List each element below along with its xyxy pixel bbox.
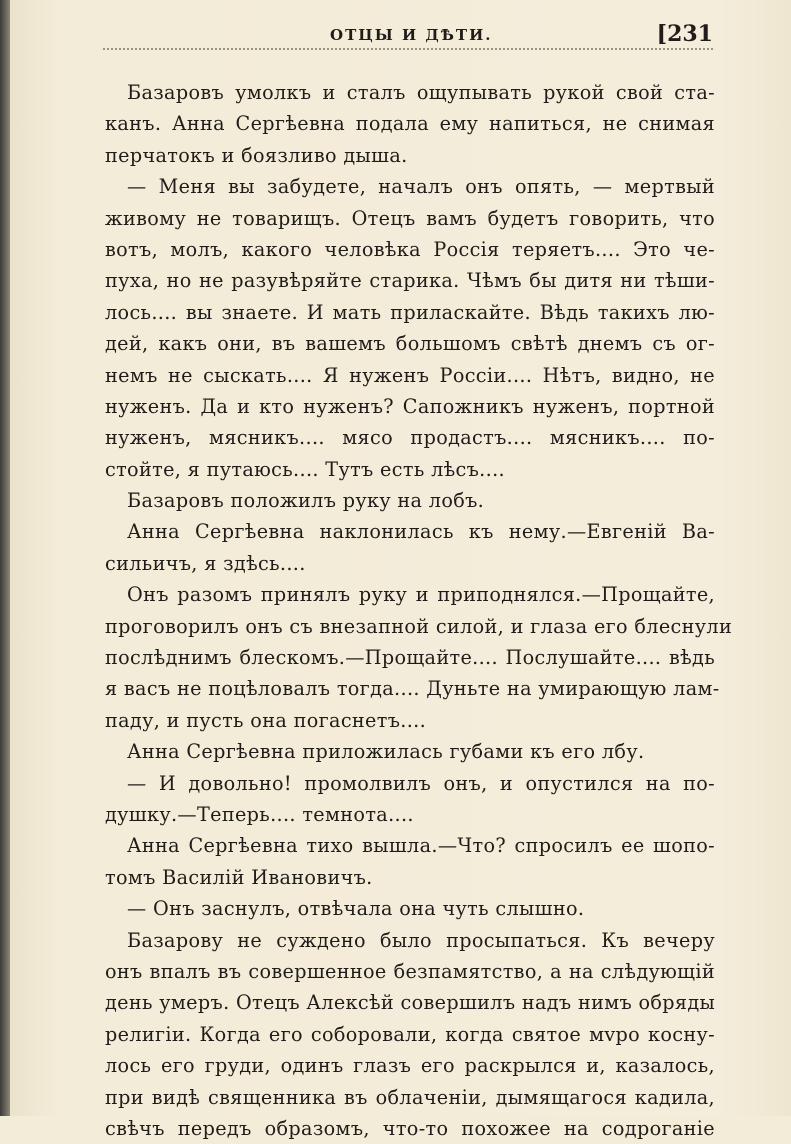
text-line: живому не товарищъ. Отецъ вамъ будетъ говорить, что [105, 206, 715, 230]
text-line: нуженъ, мясникъ.... мясо продастъ.... мясникъ.... по- [105, 426, 715, 450]
text-line: я васъ не поцѣловалъ тогда.... Дуньте на умирающую лам- [105, 677, 720, 701]
text-line: онъ впалъ въ совершенное безпамятство, а на слѣдующій [105, 959, 715, 983]
text-line: Базарову не суждено было просыпаться. Къ вечеру [127, 928, 715, 952]
text-line: сильичъ, я здѣсь.... [105, 551, 306, 575]
text-line: паду, и пусть она погаснетъ.... [105, 708, 427, 732]
text-line: проговорилъ онъ съ внезапной силой, и глаза его блеснули [105, 614, 733, 638]
text-line: томъ Василій Ивановичъ. [105, 865, 373, 889]
text-line: стойте, я путаюсь.... Тутъ есть лѣсъ.... [105, 457, 505, 481]
header-rule [103, 48, 713, 50]
text-line: послѣднимъ блескомъ.—Прощайте.... Послушайте.... вѣдь [105, 646, 715, 670]
body-text [105, 77, 733, 1144]
book-spine-edge [0, 0, 10, 1116]
text-line: нуженъ. Да и кто нуженъ? Сапожникъ нуженъ, портной [105, 394, 715, 418]
text-line: немъ не сыскать.... Я нуженъ Россіи.... Нѣтъ, видно, не [105, 363, 715, 387]
page-number: [231 [656, 21, 713, 47]
text-line: пуха, но не разувѣряйте старика. Чѣмъ бы дитя ни тѣши- [105, 269, 715, 293]
text-line: канъ. Анна Сергѣевна подала ему напиться, не снимая [105, 112, 715, 136]
text-line: Анна Сергѣевна тихо вышла.—Что? спросилъ ее шопо- [127, 834, 715, 858]
running-title: ОТЦЫ И ДѢТИ. [330, 26, 493, 44]
text-line: душку.—Теперь.... темнота.... [105, 802, 414, 826]
text-line: Базаровъ умолкъ и сталъ ощупывать рукой свой ста- [127, 81, 715, 104]
text-line: лось его груди, одинъ глазъ его раскрылся и, казалось, [105, 1054, 715, 1078]
text-line: Анна Сергѣевна приложилась губами къ его лбу. [127, 740, 645, 764]
text-line: — Онъ заснулъ, отвѣчала она чуть слышно. [127, 897, 585, 921]
text-line: религіи. Когда его соборовали, когда святое мvро косну- [105, 1022, 715, 1046]
text-line: при видѣ священника въ облаченіи, дымящагося кадила, [105, 1085, 715, 1109]
text-line: — И довольно! промолвилъ онъ, и опустился на по- [127, 771, 715, 795]
text-line: Базаровъ положилъ руку на лобъ. [127, 489, 485, 513]
text-line: лось.... вы знаете. И мать приласкайте. Вѣдь такихъ лю- [105, 300, 715, 324]
text-line: свѣчъ передъ образомъ, что-то похожее на содроганіе [105, 1116, 715, 1140]
text-line: Анна Сергѣевна наклонилась къ нему.—Евгеній Ва- [127, 520, 715, 544]
text-line: день умеръ. Отецъ Алексѣй совершилъ надъ нимъ обряды [105, 991, 716, 1015]
text-line: дей, какъ они, въ вашемъ большомъ свѣтѣ днемъ съ ог- [105, 332, 715, 356]
text-line: Онъ разомъ принялъ руку и приподнялся.—Прощайте, [127, 583, 715, 607]
text-line: перчатокъ и боязливо дыша. [105, 143, 408, 167]
text-line: вотъ, молъ, какого человѣка Россія теряетъ.... Это че- [105, 237, 715, 261]
text-line: — Меня вы забудете, началъ онъ опять, — мертвый [127, 175, 715, 199]
